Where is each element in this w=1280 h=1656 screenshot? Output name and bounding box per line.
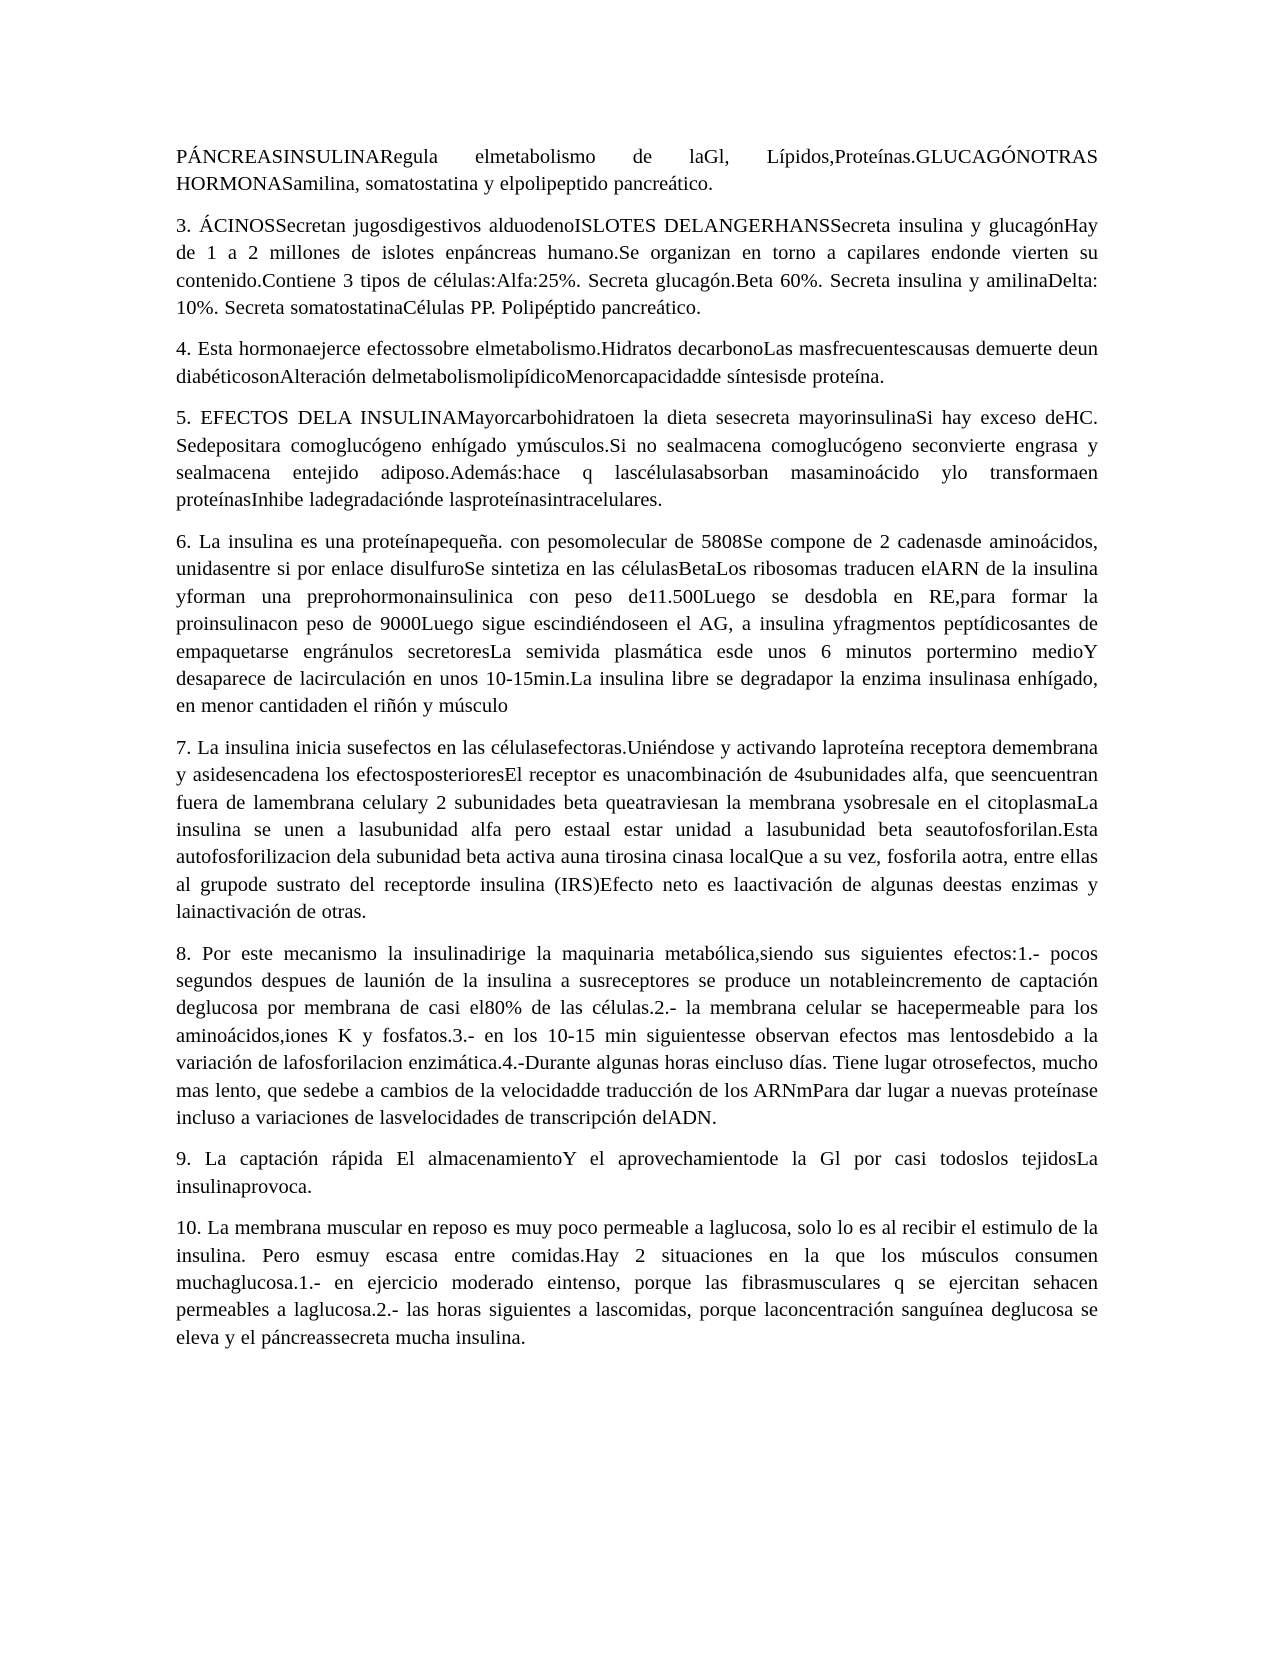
paragraph-7-receptor: 7. La insulina inicia susefectos en las célulasefectoras.Uniéndose y activando laproteína receptora demembrana y asidesencadena los efectosposterioresEl receptor es unacombinación de 4subunidades alfa, que seencuentran fuera de lamembrana celulary 2 subunidades beta queatraviesan la membrana ysobresale en el citoplasmaLa insulina se unen a lasubunidad alfa pero estaal estar unidad a lasubunidad beta seautofosforilan.Esta autofosforilizacion dela subunidad beta activa auna tirosina cinasa localQue a su vez, fosforila aotra, entre ellas al grupode sustrato del receptorde insulina (IRS)Efecto neto es laactivación de algunas deestas enzimas y lainactivación de otras. [176,736,1098,924]
paragraph-4-hormona: 4. Esta hormonaejerce efectossobre elmetabolismo.Hidratos decarbonoLas masfrecuentescausas demuerte deun diabéticosonAlteración delmetabolismolipídicoMenorcapacidadde síntesisde proteína. [176,338,1098,388]
paragraph-3-acinos: 3. ÁCINOSSecretan jugosdigestivos alduodenoISLOTES DELANGERHANSSecreta insulina y glucagónHay de 1 a 2 millones de islotes enpáncreas humano.Se organizan en torno a capilares endonde vierten su contenido.Contiene 3 tipos de células:Alfa:25%. Secreta glucagón.Beta 60%. Secreta insulina y amilinaDelta: 10%. Secreta somatostatinaCélulas PP. Polipéptido pancreático. [176,214,1098,320]
paragraph-10-membrana: 10. La membrana muscular en reposo es muy poco permeable a laglucosa, solo lo es al recibir el estimulo de la insulina. Pero esmuy escasa entre comidas.Hay 2 situaciones en la que los músculos consumen muchaglucosa.1.- en ejercicio moderado eintenso, porque las fibrasmusculares q se ejercitan sehacen permeables a laglucosa.2.- las horas siguientes a lascomidas, porque laconcentración sanguínea deglucosa se eleva y el páncreassecreta mucha insulina. [176,1217,1098,1349]
paragraph-5-efectos: 5. EFECTOS DELA INSULINAMayorcarbohidratoen la dieta sesecreta mayorinsulinaSi hay exceso deHC. Sedepositara comoglucógeno enhígado ymúsculos.Si no sealmacena comoglucógeno seconvierte engrasa y sealmacena entejido adiposo.Además:hace q lascélulasabsorban masaminoácido ylo transformaen proteínasInhibe ladegradaciónde lasproteínasintracelulares. [176,407,1098,512]
paragraph-6-proteina: 6. La insulina es una proteínapequeña. con pesomolecular de 5808Se compone de 2 cadenasde aminoácidos, unidasentre si por enlace disulfuroSe sintetiza en las célulasBetaLos ribosomas traducen elARN de la insulina yforman una preprohormonainsulinica con peso de11.500Luego se desdobla en RE,para formar la proinsulinacon peso de 9000Luego sigue escindiéndoseen el AG, a insulina yfragmentos peptídicosantes de empaquetarse engránulos secretoresLa semivida plasmática esde unos 6 minutos portermino medioY desaparece de lacirculación en unos 10-15min.La insulina libre se degradapor la enzima insulinasa enhígado, en menor cantidaden el riñón y músculo [176,530,1098,718]
paragraph-pancreas-intro: PÁNCREASINSULINARegula elmetabolismo de laGl, Lípidos,Proteínas.GLUCAGÓNOTRAS HORMONASamilina, somatostatina y elpolipeptido pancreático. [176,146,1098,196]
paragraph-9-captacion: 9. La captación rápida El almacenamientoY el aprovechamientode la Gl por casi todoslos tejidosLa insulinaprovoca. [176,1148,1098,1198]
document-body [176,144,1098,1366]
paragraph-8-mecanismo: 8. Por este mecanismo la insulinadirige la maquinaria metabólica,siendo sus siguientes efectos:1.- pocos segundos despues de launión de la insulina a susreceptores se produce un notableincremento de captación deglucosa por membrana de casi el80% de las células.2.- la membrana celular se hacepermeable para los aminoácidos,iones K y fosfatos.3.- en los 10-15 min siguientesse observan efectos mas lentosdebido a la variación de lafosforilacion enzimática.4.-Durante algunas horas eincluso días. Tiene lugar otrosefectos, mucho mas lento, que sedebe a cambios de la velocidadde traducción de los ARNmPara dar lugar a nuevas proteínase incluso a variaciones de lasvelocidades de transcripción delADN. [176,942,1098,1129]
